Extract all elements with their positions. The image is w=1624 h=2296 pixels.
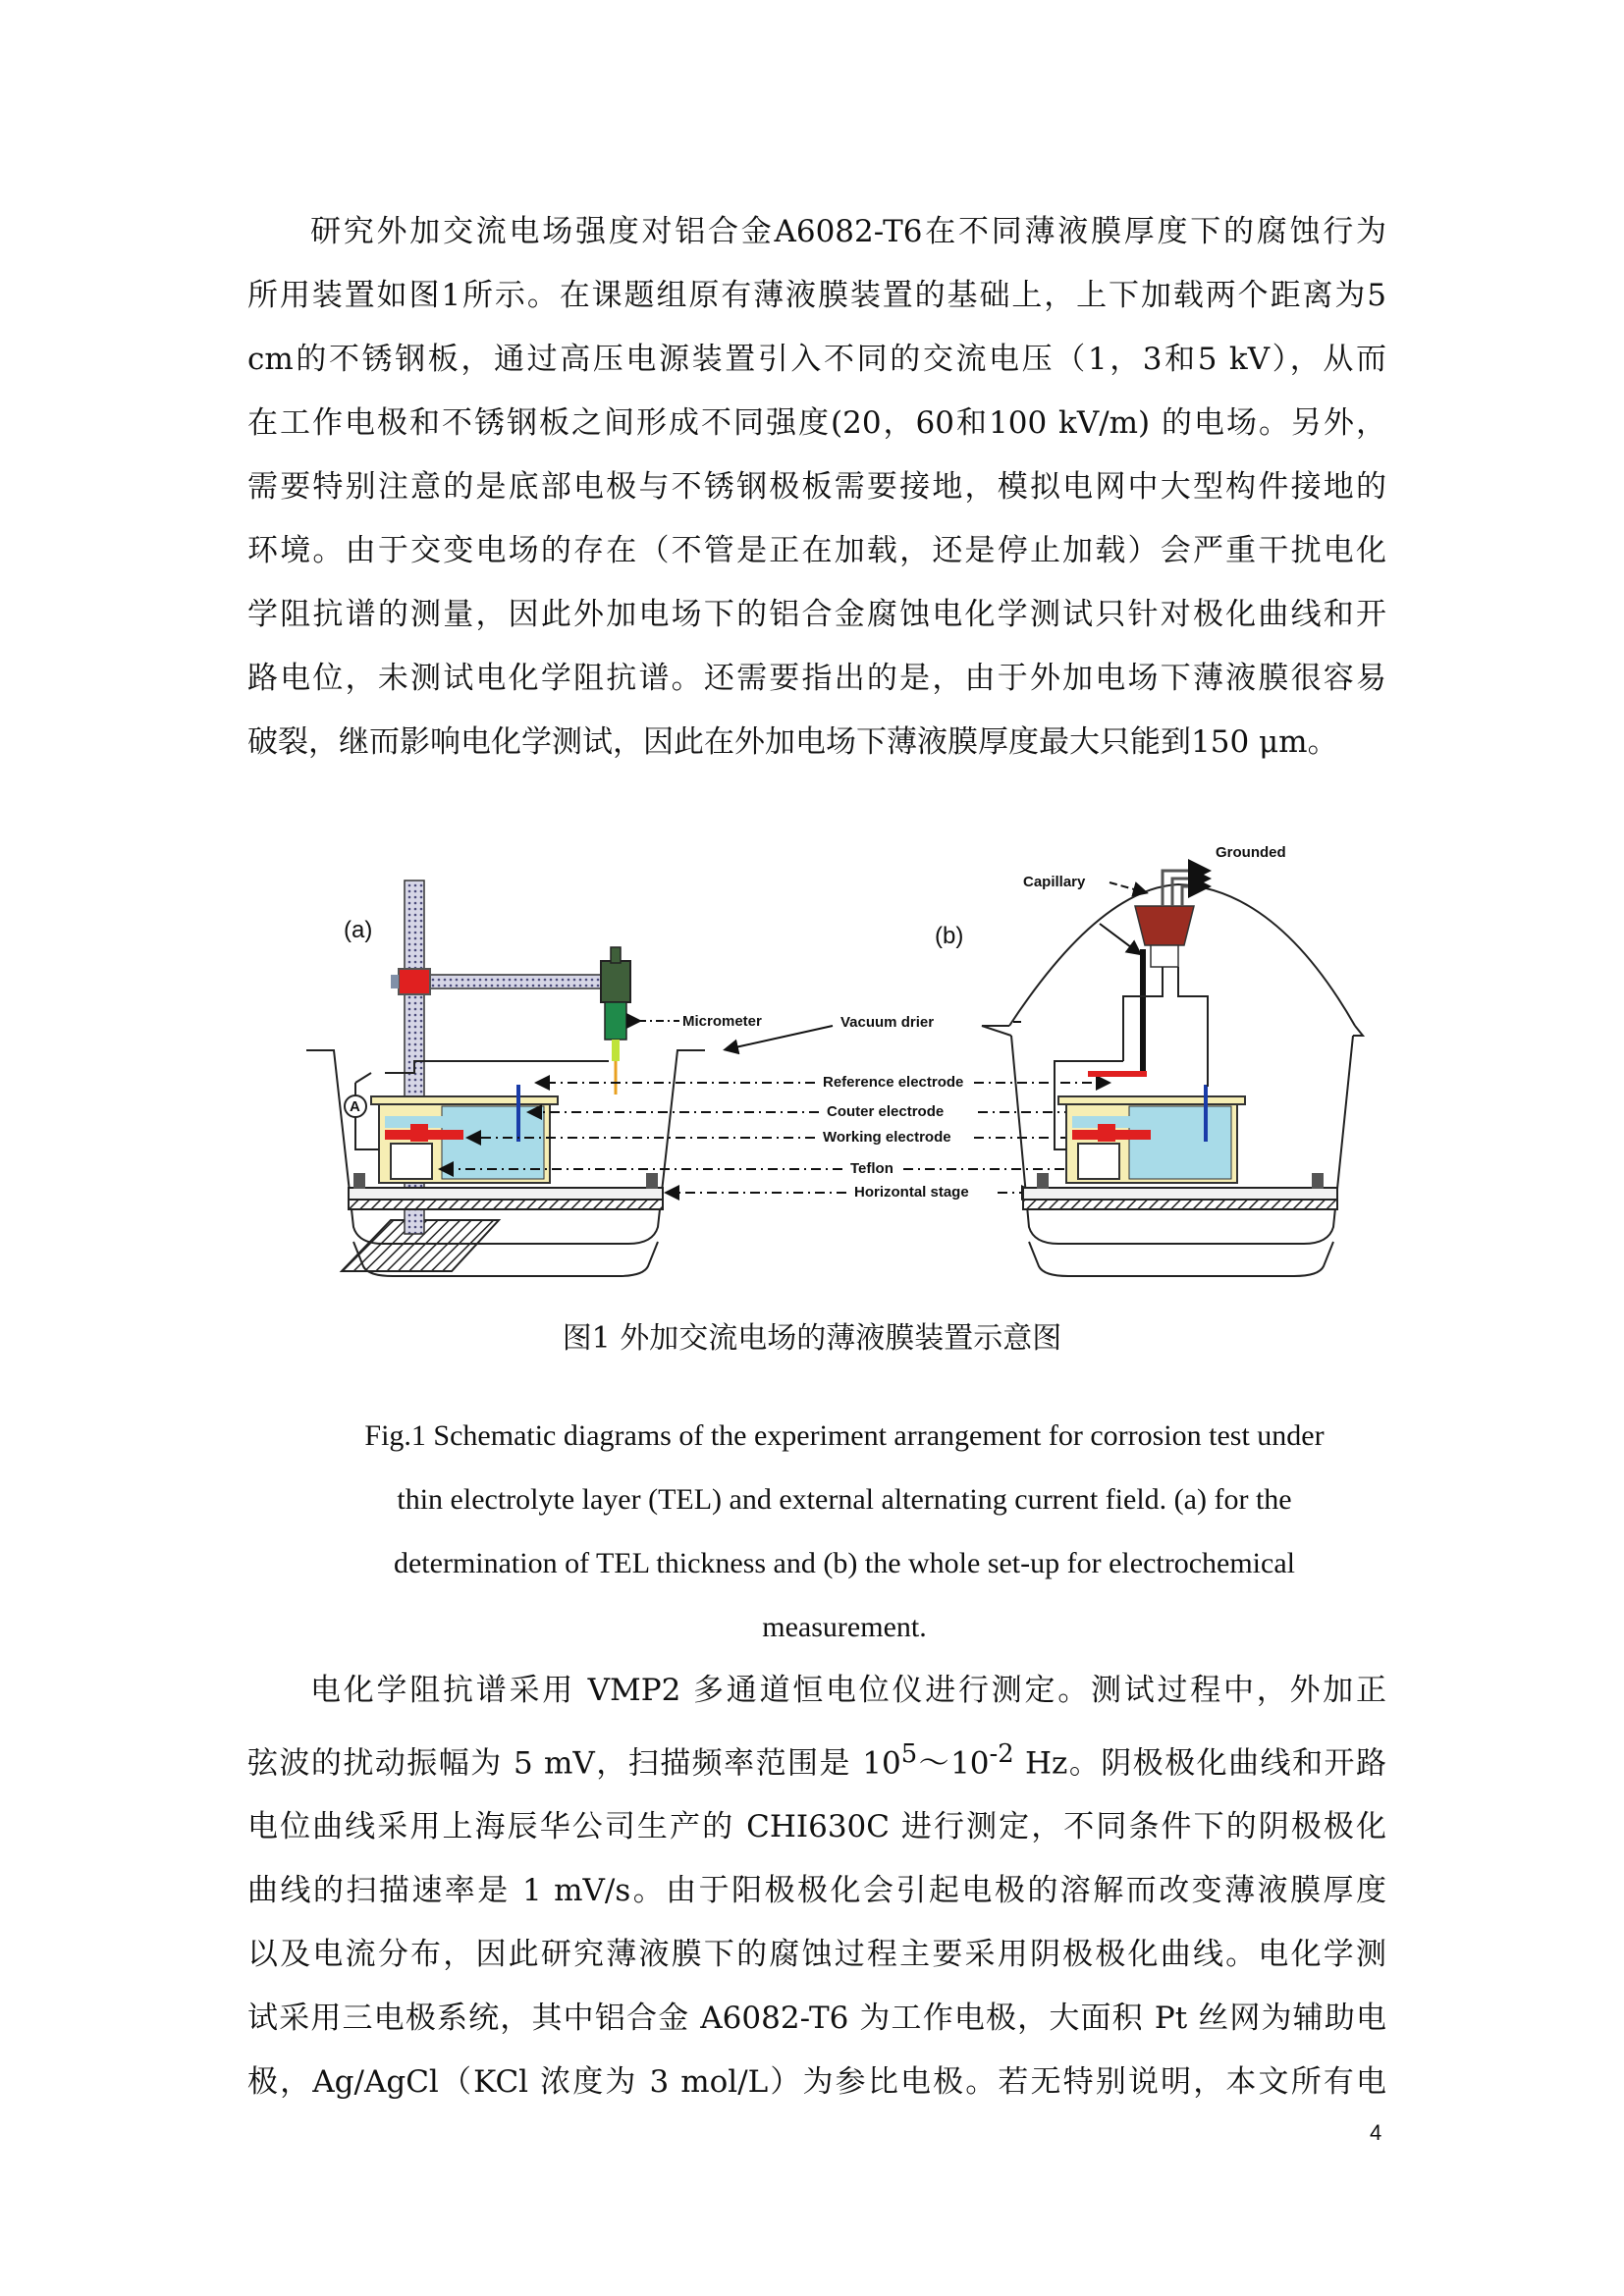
exponent: 5	[900, 1739, 918, 1769]
exponent: -2	[989, 1739, 1014, 1769]
working-electrode-label: Working electrode	[823, 1129, 951, 1146]
figure-caption-chinese: 图1 外加交流电场的薄液膜装置示意图	[562, 1321, 1062, 1356]
stage-a	[349, 1200, 663, 1209]
panel-a-label: (a)	[344, 917, 373, 943]
schematic-figure	[295, 829, 1375, 1291]
reference-electrode-label: Reference electrode	[823, 1074, 964, 1091]
text-line: 极，Ag/AgCl（KCl 浓度为 3 mol/L）为参比电极。若无特别说明，本文所有电	[247, 2064, 1386, 2101]
text-line: 试采用三电极系统，其中铝合金 A6082-T6 为工作电极，大面积 Pt 丝网为辅助电	[247, 2001, 1386, 2037]
dome-rim-left	[982, 1026, 1011, 1036]
stand-clamp	[399, 969, 430, 994]
panel-a	[306, 881, 762, 1276]
capillary-label: Capillary	[1023, 874, 1086, 890]
text-line: 电化学阻抗谱采用 VMP2 多通道恒电位仪进行测定。测试过程中，外加正	[310, 1673, 1386, 1708]
caption-line: thin electrolyte layer (TEL) and external alternating current field. (a) for the	[397, 1483, 1292, 1516]
ground-wire	[1182, 886, 1206, 906]
cup-lid-a	[371, 1096, 558, 1104]
panel-b	[982, 844, 1363, 1276]
text-line-with-exponents	[247, 1723, 1386, 1795]
vacuum-drier-label: Vacuum drier	[840, 1014, 935, 1031]
cup-lid-b	[1058, 1096, 1245, 1104]
text-line: 学阻抗谱的测量，因此外加电场下的铝合金腐蚀电化学测试只针对极化曲线和开	[247, 597, 1386, 632]
figure-caption-english	[295, 1404, 1394, 1659]
stage-top-b	[1023, 1188, 1337, 1200]
ammeter-label: A	[350, 1098, 360, 1115]
text-line: 路电位，未测试电化学阻抗谱。还需要指出的是，由于外加电场下薄液膜很容易	[247, 661, 1386, 696]
text-line: cm的不锈钢板，通过高压电源装置引入不同的交流电压（1，3和5 kV），从而	[247, 342, 1386, 377]
teflon-b	[1078, 1144, 1119, 1179]
text-line: 电位曲线采用上海辰华公司生产的 CHI630C 进行测定，不同条件下的阴极极化	[247, 1809, 1386, 1845]
caption-line: measurement.	[762, 1611, 927, 1643]
page-number: 4	[1370, 2120, 1382, 2145]
text-segment: 弦波的扰动振幅为 5 mV，扫描频率范围是 10	[247, 1745, 901, 1782]
text-line: 破裂，继而影响电化学测试，因此在外加电场下薄液膜厚度最大只能到150 μm。	[247, 724, 1338, 760]
micrometer-knob	[611, 947, 621, 963]
electrode-holder-b	[1098, 1124, 1115, 1142]
ground-wire	[1163, 871, 1206, 906]
micrometer-label: Micrometer	[682, 1013, 762, 1030]
caption-line: determination of TEL thickness and (b) the whole set-up for electrochemical	[393, 1547, 1295, 1579]
paragraph-1	[247, 200, 1386, 774]
stage-top-a	[349, 1188, 663, 1200]
text-line: 所用装置如图1所示。在课题组原有薄液膜装置的基础上，上下加载两个距离为5	[247, 278, 1386, 313]
text-line: 曲线的扫描速率是 1 mV/s。由于阳极极化会引起电极的溶解而改变薄液膜厚度	[247, 1873, 1386, 1909]
leveling-screw	[353, 1173, 365, 1189]
grounded-label: Grounded	[1216, 844, 1286, 861]
electrolyte-b	[1129, 1106, 1231, 1179]
text-line: 需要特别注意的是底部电极与不锈钢极板需要接地，模拟电网中大型构件接地的	[247, 469, 1386, 505]
capillary-label-pointer	[1110, 882, 1145, 892]
electrode-holder-a	[410, 1124, 428, 1142]
capillary-tube	[1151, 945, 1178, 967]
micrometer-barrel	[605, 1002, 626, 1040]
switch	[355, 1073, 371, 1083]
caption-line: Fig.1 Schematic diagrams of the experiment arrangement for corrosion test under	[364, 1419, 1325, 1452]
micrometer-spindle	[612, 1040, 620, 1061]
teflon-a	[391, 1144, 432, 1179]
wire	[1178, 967, 1208, 1087]
text-line: 在工作电极和不锈钢板之间形成不同强度(20，60和100 kV/m) 的电场。另外，	[247, 405, 1386, 441]
text-segment: Hz。阴极极化曲线和开路	[1013, 1745, 1386, 1782]
clamp-screw	[391, 975, 399, 988]
horizontal-stage-label: Horizontal stage	[854, 1184, 969, 1201]
text-line: 研究外加交流电场强度对铝合金A6082-T6在不同薄液膜厚度下的腐蚀行为	[310, 214, 1386, 249]
text-segment: ～10	[917, 1745, 990, 1782]
panel-b-label: (b)	[935, 923, 964, 949]
stand-arm	[414, 975, 626, 988]
leveling-screw	[1037, 1173, 1049, 1189]
stage-b	[1023, 1200, 1337, 1209]
paragraph-2	[247, 1659, 1386, 2114]
teflon-label: Teflon	[850, 1160, 893, 1177]
text-line: 以及电流分布，因此研究薄液膜下的腐蚀过程主要采用阴极极化曲线。电化学测	[247, 1937, 1386, 1973]
capillary-funnel	[1135, 906, 1194, 945]
electrolyte-a	[442, 1106, 544, 1179]
upper-steel-plate	[1088, 1071, 1147, 1077]
dome-rim-right	[1353, 1026, 1363, 1036]
leveling-screw	[1312, 1173, 1324, 1189]
drier-foot-b	[1029, 1242, 1333, 1276]
counter-electrode-label: Couter electrode	[827, 1103, 945, 1120]
text-line: 环境。由于交变电场的存在（不管是正在加载，还是停止加载）会严重干扰电化	[247, 533, 1386, 568]
ground-wire	[1172, 879, 1206, 906]
capillary-pointer	[1100, 924, 1139, 953]
micrometer-head	[601, 961, 630, 1002]
leveling-screw	[646, 1173, 658, 1189]
